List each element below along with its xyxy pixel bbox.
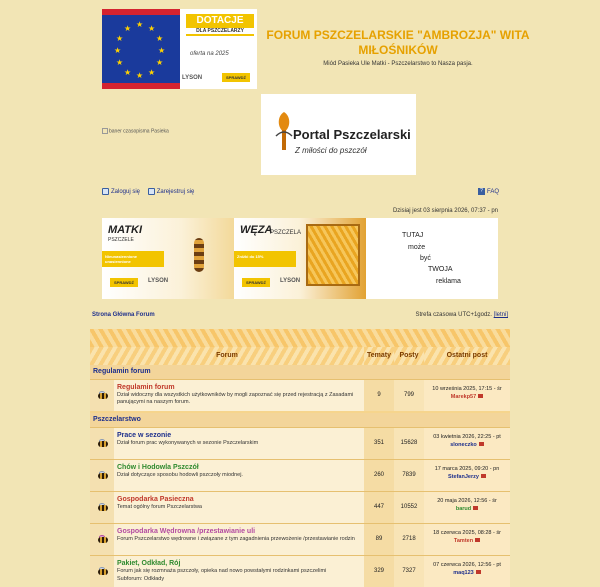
timezone-text: Strefa czasowa UTC+1godz. [415,312,492,318]
forum-last-post [424,428,510,459]
ad-text-line-2: może [408,244,426,251]
last-post-author[interactable] [424,506,510,512]
forum-row[interactable] [90,555,510,587]
view-latest-post-icon[interactable] [479,442,484,446]
login-link-text[interactable]: Zaloguj się [111,188,141,195]
last-post-author-name[interactable]: StefanJerzy [448,474,479,480]
forum-description: Dział widoczny dla wszystkich użytkowników by mogli zapoznać się przed rejestracją z Zasadami panującymi na naszym forum. [117,392,354,405]
forum-posts-count: 15628 [394,428,424,459]
bee-forum-icon [95,439,109,448]
portal-name: Portal Pszczelarski [293,127,411,142]
weza-subtitle: PSZCZELA [270,230,302,236]
forum-description: Forum Pszczelarstwo wędrowne i związane z tym zagadnienia przewożenie /przestawianie rodzin [117,536,355,542]
forum-name-link[interactable]: Gospodarka Wędrowna /przestawianie uli [117,528,256,535]
forum-description: Temat ogólny forum Pszczelarstwa [117,504,202,510]
last-post-author-name[interactable]: barud [455,506,472,512]
forum-info-cell [114,428,364,459]
matki-subtitle: PSZCZELE [108,237,134,243]
forum-posts-count: 2718 [394,524,424,555]
queen-bee-icon [194,238,204,272]
user-links [102,188,200,197]
faq-link[interactable] [478,188,499,195]
last-post-date: 10 września 2025, 17:15 - śr [432,386,502,392]
portal-tagline: Z miłości do pszczół [295,146,367,155]
last-post-date: 03 kwietnia 2026, 22:25 - pt [433,434,501,440]
matki-brand: LYSON [148,278,169,284]
site-description: Miód Pasieka Ule Matki - Pszczelarstwo to Nasza pasja. [323,61,473,67]
forum-status-cell [90,524,114,555]
weza-check-button[interactable]: SPRAWDŹ [242,278,270,287]
forum-name-link[interactable]: Pakiet, Odkład, Rój [117,560,181,567]
timezone-dst-link[interactable]: [letni] [493,312,508,318]
forum-info-cell [114,492,364,523]
forum-row[interactable] [90,427,510,459]
weza-banner: Zniżki do 15% [234,251,296,267]
dotacje-subtitle: DLA PSZCZELARZY [186,28,254,34]
bee-forum-icon [95,503,109,512]
forum-table [90,329,510,582]
forum-row[interactable] [90,491,510,523]
bee-forum-icon [95,391,109,400]
forum-last-post [424,524,510,555]
dotacje-heading: DOTACJE [196,15,244,26]
bee-forum-icon [95,535,109,544]
lyson-logo: LYSON [182,75,203,81]
last-post-author[interactable] [424,442,510,448]
weza-ad[interactable] [234,218,366,299]
last-post-author[interactable] [424,538,510,544]
banner-alt-text: baner czasopisma Pasieka [109,128,169,135]
category-regulamin[interactable] [90,365,510,379]
matki-banner: Nieunasiennione unasiennione [102,251,164,267]
forum-last-post [424,556,510,587]
forum-status-cell [90,556,114,587]
forum-row[interactable] [90,379,510,411]
last-post-author[interactable] [424,474,510,480]
your-ad-here[interactable] [366,218,498,299]
forum-posts-count: 7327 [394,556,424,587]
register-link-text[interactable]: Zarejestruj się [156,188,195,195]
eu-flag: ★ ★ ★ ★ ★ ★ ★ ★ ★ ★ ★ ★ [102,9,180,89]
site-title: FORUM PSZCZELARSKIE "AMBROZJA" WITA MIŁOŚNIKÓW [266,28,530,57]
bee-forum-icon [95,567,109,576]
forum-last-post [424,492,510,523]
forum-last-post [424,460,510,491]
forum-info-cell [114,380,364,411]
view-latest-post-icon[interactable] [476,570,481,574]
col-header-posts: Posty [394,347,424,365]
forum-name-link[interactable]: Chów i Hodowla Pszczół [117,464,199,471]
matki-ad[interactable] [102,218,234,299]
forum-posts-count: 7839 [394,460,424,491]
dotacje-ad-banner[interactable] [102,9,257,89]
forum-status-cell [90,492,114,523]
last-post-date: 07 czerwca 2026, 12:56 - pt [433,562,501,568]
honeycomb-icon [306,224,360,286]
view-latest-post-icon[interactable] [473,506,478,510]
bee-logo-icon [273,110,295,152]
matki-check-button[interactable]: SPRAWDŹ [110,278,138,287]
forum-status-cell [90,460,114,491]
ad-text-line-5: reklama [436,278,461,285]
forum-description: Forum jak się rozmnaża pszczoły, opieka nad nowo powstałymi rodzinkami pszczelimi [117,568,327,574]
last-post-author-name[interactable]: maq123 [453,570,474,576]
pasieka-banner-broken-image[interactable] [102,128,169,134]
weza-brand: LYSON [280,278,301,284]
view-latest-post-icon[interactable] [475,538,480,542]
forum-topics-count: 89 [364,524,394,555]
last-post-author[interactable] [424,394,510,400]
dotacje-offer: oferta na 2025 [190,51,229,57]
forum-description: Dział forum prac wykonywanych w sezonie Pszczelarskim [117,440,259,446]
ad-text-line-4: TWOJA [428,266,453,273]
col-header-last-post: Ostatni post [424,347,510,365]
faq-icon: ? [478,188,485,195]
forum-topics-count: 9 [364,380,394,411]
forum-status-cell [90,380,114,411]
forum-last-post [424,380,510,411]
dotacje-check-button[interactable]: SPRAWDŹ [222,73,250,82]
faq-link-text[interactable]: FAQ [487,188,500,195]
weza-title: WĘZA [240,224,273,236]
last-post-date: 17 marca 2025, 09:20 - pn [434,466,500,472]
last-post-author-name[interactable]: Marekp57 [450,394,477,400]
last-post-author-name[interactable]: Tamten [453,538,474,544]
forum-info-cell [114,524,364,555]
category-label[interactable]: Regulamin forum [93,368,151,375]
view-latest-post-icon[interactable] [478,394,483,398]
login-link[interactable] [102,188,140,195]
forum-description: Dział dotyczące sposobu hodowli pszczoły miodnej. [117,472,243,478]
ads-row [102,218,498,299]
dotacje-title [186,14,254,36]
forum-name-link[interactable]: Regulamin forum [117,384,175,391]
forum-home-link[interactable]: Strona Główna Forum [92,312,155,318]
broken-image-icon [102,128,108,134]
forum-row[interactable] [90,523,510,555]
last-post-author[interactable] [424,570,510,576]
last-post-date: 18 czerwca 2025, 08:28 - śr [433,530,501,536]
login-icon [102,188,109,195]
register-link[interactable] [148,188,195,195]
col-header-topics: Tematy [364,347,394,365]
forum-status-cell [90,428,114,459]
current-date: Dzisiaj jest 03 sierpnia 2026, 07:37 - pn [392,208,498,214]
category-pszczelarstwo[interactable] [90,413,510,427]
honeycomb-header-decoration [90,329,510,347]
forum-name-link[interactable]: Prace w sezonie [117,432,172,439]
forum-posts-count: 799 [394,380,424,411]
ad-text-line-3: być [420,255,431,262]
forum-subforum[interactable]: Subforum: Odkłady [117,576,165,582]
bee-forum-icon [95,471,109,480]
last-post-date: 20 maja 2026, 12:56 - śr [437,498,497,504]
forum-info-cell [114,556,364,587]
matki-title: MATKI [108,224,143,236]
forum-posts-count: 10552 [394,492,424,523]
forum-topics-count: 447 [364,492,394,523]
col-header-forum: Forum [90,347,364,365]
forum-info-cell [114,460,364,491]
forum-row[interactable] [90,459,510,491]
forum-topics-count: 329 [364,556,394,587]
category-label[interactable]: Pszczelarstwo [93,416,141,423]
last-post-author-name[interactable]: sloneczko [450,442,477,448]
register-icon [148,188,155,195]
ad-text-line-1: TUTAJ [402,232,424,239]
forum-topics-count: 260 [364,460,394,491]
timezone-info [415,312,508,318]
portal-pszczelarski-ad[interactable] [261,94,416,175]
forum-name-link[interactable]: Gospodarka Pasieczna [117,496,194,503]
forum-topics-count: 351 [364,428,394,459]
view-latest-post-icon[interactable] [481,474,486,478]
